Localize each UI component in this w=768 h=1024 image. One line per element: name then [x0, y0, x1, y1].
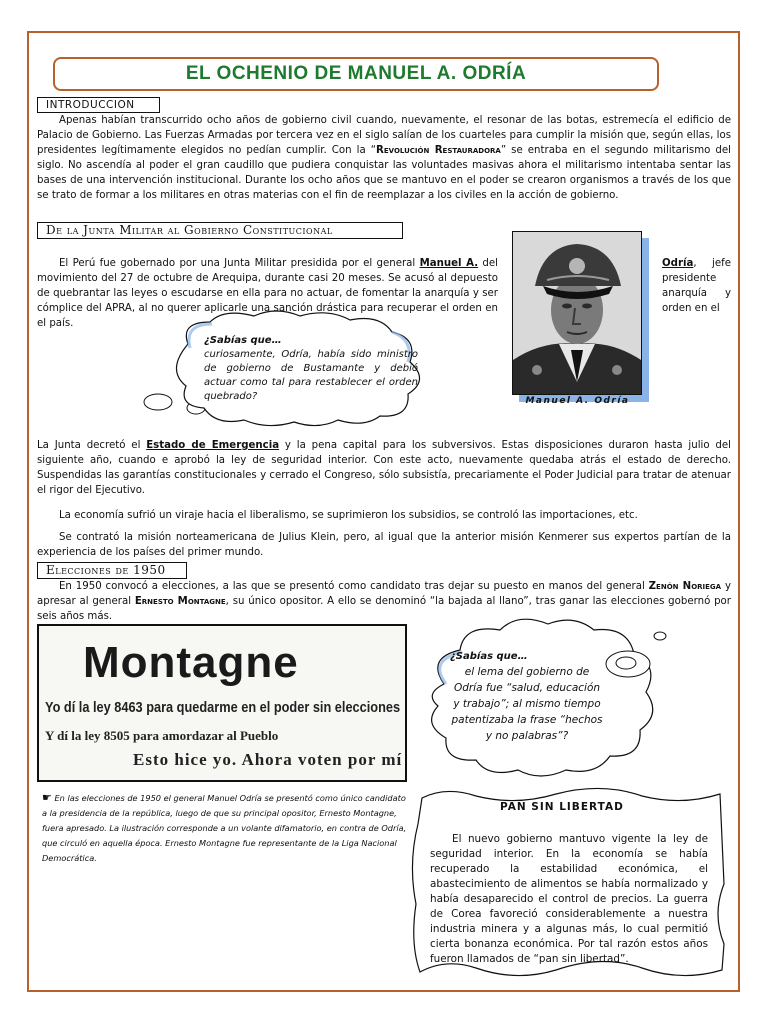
- photo-caption: Manuel A. Odría: [525, 396, 630, 406]
- junta-right-column: [662, 256, 731, 316]
- flyer-line-2: Y dí la ley 8505 para amordazar al Pueblo: [45, 728, 279, 743]
- section-junta-label: De la Junta Militar al Gobierno Constitucional: [46, 223, 333, 237]
- junta-paragraph-4: Se contrató la misión norteamericana de Julius Klein, pero, al igual que la anterior misión Kenmerer sus expertos partían de la experiencia de los países del primer mundo.: [37, 532, 731, 558]
- section-elecciones: [37, 562, 187, 579]
- montagne-flyer: [37, 624, 407, 782]
- junta-p2-text-a: La Junta decretó el: [37, 440, 147, 451]
- flyer-line-3: Esto hice yo. Ahora voten por mí: [133, 750, 403, 769]
- odria-name: Odría: [662, 258, 694, 269]
- title-box: [53, 57, 659, 91]
- flyer-caption: [42, 790, 408, 866]
- zenon-noriega: Zenón Noriega: [648, 581, 722, 592]
- pointing-hand-icon: ☛: [42, 791, 52, 804]
- cloud-1-heading: ¿Sabías que…: [204, 335, 282, 346]
- junta-text-b: del movimiento del 27 de octubre de Arequipa, durante casi 20 meses. Se acusó al depuesto de quebrantar las leyes o escudarse en ella para no actuar, de fomentar la anarquía y ser cómplice del APRA, al no querer aplicarle una sanción drástica para recuperar el orden en el país.: [37, 258, 498, 329]
- cloud-1-content: [204, 334, 418, 404]
- flyer-caption-text: En las elecciones de 1950 el general Manuel Odría se presentó como único candidato a la presidencia de la república, luego de que su principal opositor, Ernesto Montagne, fuera apresado. La ilustración corresponde a un volante difamatorio, en contra de Odría, que circuló en aquella época. Ernesto Montagne fue representante de la Liga Nacional Democrática.: [42, 793, 407, 863]
- estado-emergencia: Estado de Emergencia: [146, 440, 280, 451]
- intro-paragraph: [37, 113, 731, 203]
- junta-text-a: El Perú fue gobernado por una Junta Militar presidida por el general: [59, 258, 420, 269]
- section-intro: [37, 97, 160, 113]
- junta-paragraph-2: [37, 438, 731, 498]
- cloud-1-text: curiosamente, Odría, había sido ministro de gobierno de Bustamante y debió actuar como tal para restablecer el orden quebrado?: [204, 349, 418, 402]
- page-title: EL OCHENIO DE MANUEL A. ODRÍA: [185, 63, 527, 84]
- elecciones-text-c: , su único opositor. A ello se denominó “la bajada al llano”, tras ganar las elecciones gobernó por seis años más.: [37, 596, 731, 622]
- flyer-name: Montagne: [83, 638, 299, 687]
- odria-portrait: [512, 231, 642, 395]
- cloud-2-heading: ¿Sabías que…: [450, 651, 528, 662]
- intro-text-a: Apenas habían transcurrido ocho años de gobierno civil cuando, nuevamente, el resonar de las botas, estremecía el edificio de Palacio de Gobierno. Las Fuerzas Armadas por tercera vez en el siglo salían de los cuarteles para cumplir la misión que, según ellas, los presidentes legítimamente elegidos no pedían cumplir. Con la “: [37, 115, 731, 156]
- elecciones-text-a: En 1950 convocó a elecciones, a las que se presentó como candidato tras dejar su puesto en manos del general: [59, 581, 649, 592]
- manuel-name: Manuel A.: [419, 258, 479, 269]
- elecciones-text-b: y apresar al general: [37, 581, 731, 607]
- flyer-line-1: Yo dí la ley 8463 para quedarme en el poder sin elecciones: [45, 700, 401, 716]
- cloud-2-content: [450, 650, 604, 744]
- revolucion-restauradora: Revolución Restauradora: [376, 145, 501, 156]
- section-junta: [37, 222, 403, 239]
- ernesto-montagne: Ernesto Montagne: [134, 596, 226, 607]
- cloud-2-text: el lema del gobierno de Odría fue “salud, educación y trabajo”; al mismo tiempo patentizaba la frase “hechos y no palabras”?: [451, 666, 603, 742]
- pan-sin-libertad-text: El nuevo gobierno mantuvo vigente la ley de seguridad interior. En la economía se había recuperado la estabilidad económica, el abastecimiento de alimentos se había normalizado y había desaparecido el control de precios. La guerra de Corea favoreció considerablemente a nuestra industria minera y a algunas más, lo cual permitió cierta bonanza económica. Por tal razón estos años fueron llamados de “pan sin libertad”.: [430, 833, 708, 965]
- section-elecciones-label: Elecciones de 1950: [46, 563, 166, 577]
- junta-p2-text-b: y la pena capital para los subversivos. Estas disposiciones duraron hasta julio del siguiente año, cuando e aprobó la ley de seguridad interior. Con este acto, nuevamente quedaba atrás el estado de derecho. Suspendidas las garantías constitucionales y cerrado el Congreso, sólo subsistía, precariamente el Poder Judicial para tratar de atenuar el rigor del Ejecutivo.: [37, 440, 731, 496]
- pan-sin-libertad-title: PAN SIN LIBERTAD: [500, 801, 624, 813]
- junta-paragraph-3: La economía sufrió un viraje hacia el liberalismo, se suprimieron los subsidios, se controló las importaciones, etc.: [59, 510, 638, 521]
- intro-text-b: ” se entraba en el segundo militarismo del siglo. No ascendía al poder el gran caudillo que pudiera conquistar las voluntades masivas ahora el militarismo intentaba sentar las bases de una intervención institucional. Durante los ocho años que se mantuvo en el poder se crearon organismos a través de los que se trato de formar a los militares en otras materias con el fin de reemplazar a los civiles en la acción de gobierno.: [37, 145, 731, 201]
- section-intro-label: INTRODUCCION: [46, 99, 135, 111]
- junta-right-text: , jefe presidente anarquía y orden en el: [662, 258, 731, 314]
